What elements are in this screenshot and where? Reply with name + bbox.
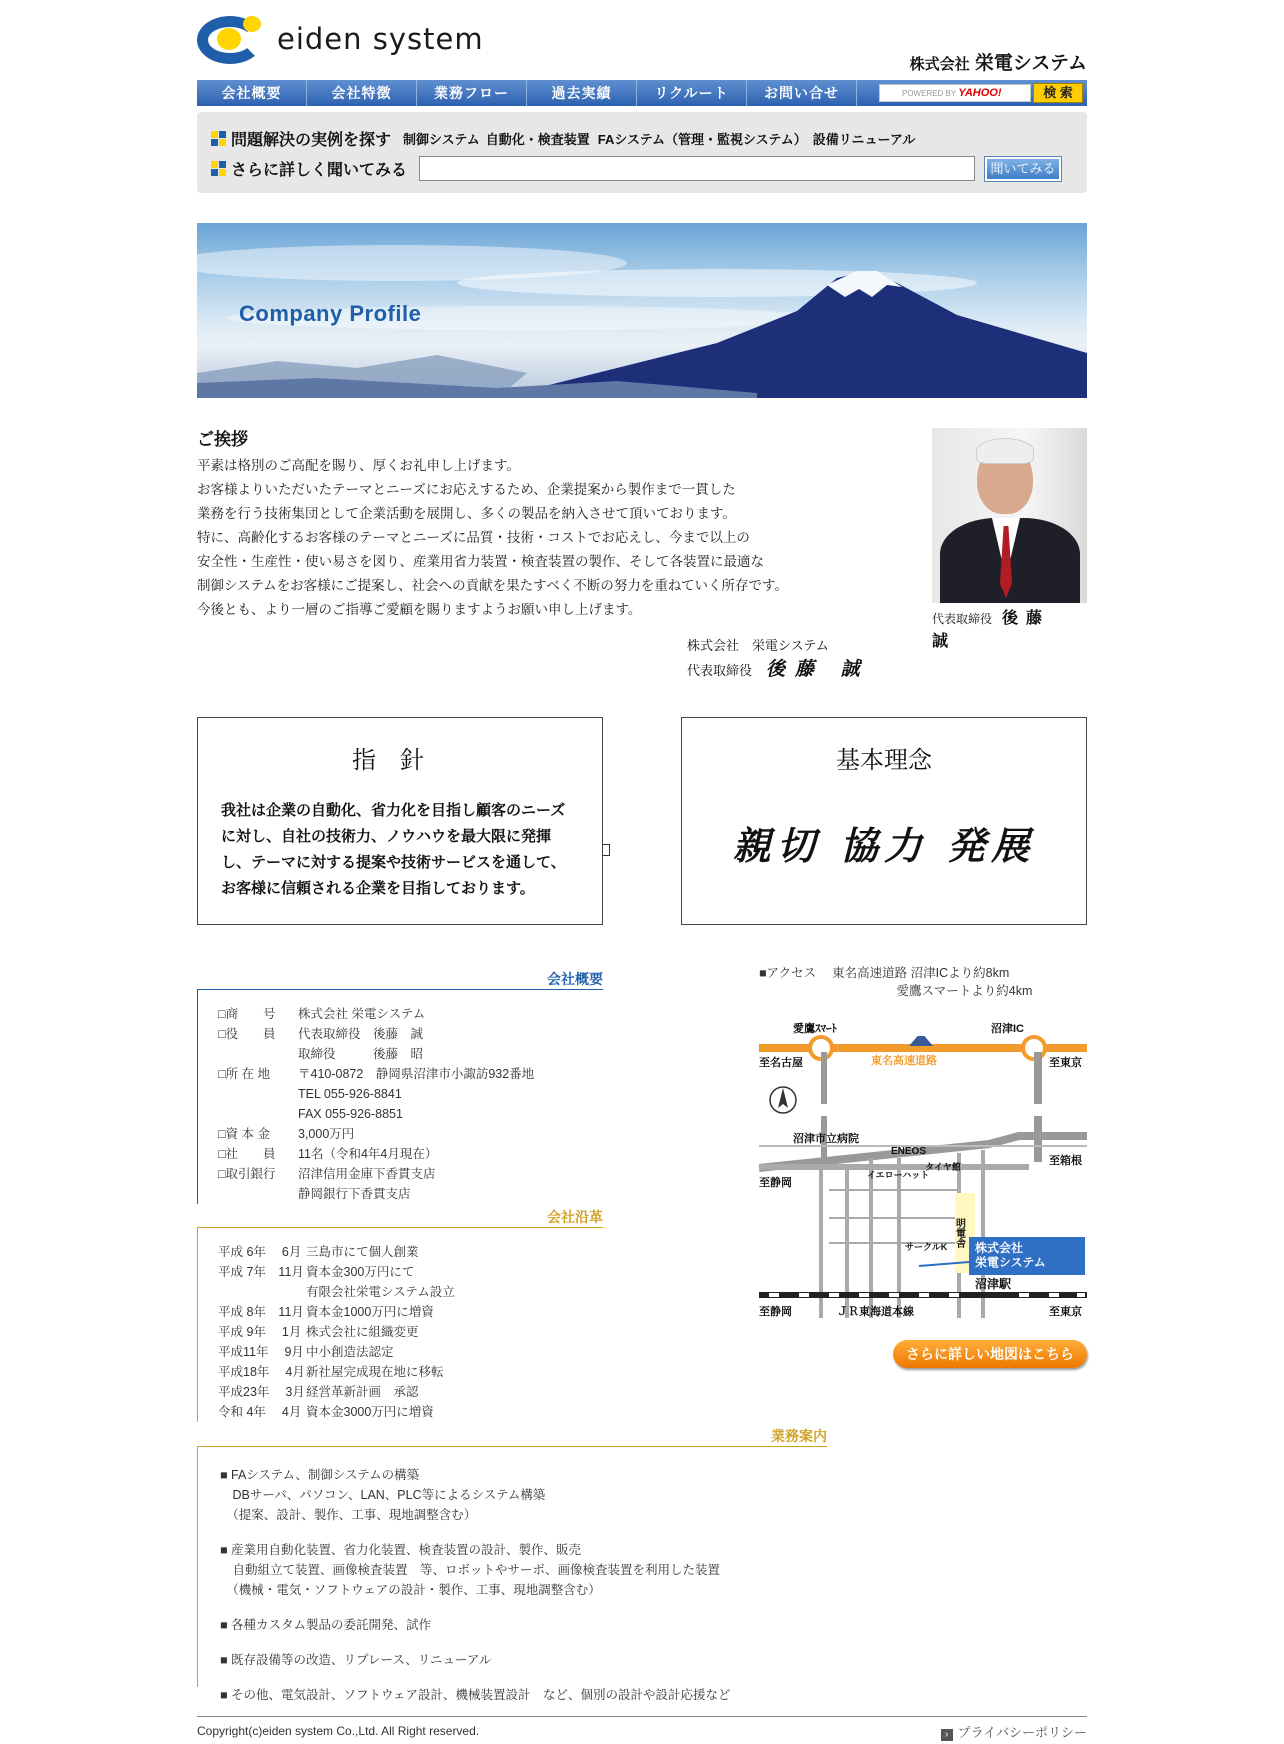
access-info: ■アクセス 東名高速道路 沼津ICより約8km 愛鷹スマートより約4km xyxy=(759,966,1033,998)
map-label: ENEOS xyxy=(891,1146,927,1157)
philosophy-box xyxy=(681,717,1087,925)
policy-title: 指針 xyxy=(352,746,448,774)
overview-row: 静岡銀行下香貫支店 xyxy=(298,1187,411,1201)
company-name: 株式会社 栄電システム xyxy=(909,53,1087,74)
banner-title: Company Profile xyxy=(239,301,422,326)
site-logo[interactable] xyxy=(197,14,484,64)
logo-text: eiden system xyxy=(277,22,484,56)
map-label: 至東京 xyxy=(1049,1306,1082,1318)
map-label: 至静岡 xyxy=(759,1306,792,1318)
map-label: 愛鷹ｽﾏｰﾄ xyxy=(793,1023,837,1035)
greeting-line: 制御システムをお客様にご提案し、社会への貢献を果たすべく不断の努力を重ねていく所存です。 xyxy=(197,578,788,594)
philosophy-title: 基本理念 xyxy=(836,746,932,774)
overview-row: □所 在 地 〒410-0872 静岡県沼津市小諏訪932番地 xyxy=(218,1067,535,1081)
global-nav xyxy=(197,80,1087,106)
business-list xyxy=(197,1447,827,1702)
greeting-line: 今後とも、より一層のご指導ご愛顧を賜りますようお願い申し上げます。 xyxy=(197,602,642,618)
map-label: 至箱根 xyxy=(1049,1155,1082,1167)
greeting-section xyxy=(197,425,897,622)
history-row: 平成11年 9月 中小創造法認定 xyxy=(218,1345,394,1359)
business-item: ■ 各種カスタム製品の委託開発、試作 xyxy=(220,1618,432,1632)
access-map[interactable] xyxy=(759,1018,1087,1328)
hero-banner xyxy=(197,223,1087,398)
map-label: 沼津IC xyxy=(991,1023,1024,1035)
bullet-icon xyxy=(211,131,227,147)
checkbox-control-system[interactable]: 制御システム xyxy=(403,129,480,148)
checkbox-fa-system[interactable]: FAシステム（管理・監視システム） xyxy=(598,129,807,148)
map-label: 東名高速道路 xyxy=(871,1055,937,1067)
overview-row: □社 員 11名（令和4年4月現在） xyxy=(218,1147,438,1161)
bullet-icon xyxy=(211,161,227,177)
history-row: 平成18年 4月 新社屋完成現在地に移転 xyxy=(218,1365,444,1379)
problem-category-row xyxy=(211,127,915,150)
problem-search-panel xyxy=(197,112,1087,193)
arrow-right-icon: › xyxy=(941,1729,953,1741)
history-row: 平成 6年 6月 三島市にて個人創業 xyxy=(218,1245,419,1259)
nav-item-features[interactable]: 会社特徴 xyxy=(307,80,417,106)
greeting-line: 平素は格別のご高配を賜り、厚くお礼申し上げます。 xyxy=(197,458,520,474)
business-item: ■ 産業用自動化装置、省力化装置、検査装置の設計、製作、販売 自動組立て装置、画像検査装置 等、ロボットやサーボ、画像検査装置を利用した装置 （機械・電気・ソフトウェアの設計・製作、工事、現地調整含む） xyxy=(220,1543,721,1597)
business-item: ■ その他、電気設計、ソフトウェア設計、機械装置設計 など、個別の設計や設計応援など xyxy=(220,1688,731,1702)
map-label: 沼津市立病院 xyxy=(793,1133,859,1145)
checkbox-renewal[interactable]: 設備リニューアル xyxy=(813,129,916,148)
overview-row: □資 本 金 3,000万円 xyxy=(218,1127,355,1141)
business-heading: 業務案内 xyxy=(771,1428,827,1444)
search-input[interactable]: POWERED BY YAHOO! xyxy=(879,84,1031,102)
history-row: 令和 4年 4月 資本金3000万円に増資 xyxy=(218,1405,434,1419)
map-label: イエローハット xyxy=(867,1170,930,1180)
greeting-line: 安全性・生産性・使い易さを図り、産業用省力装置・検査装置の製作、そして各装置に最適な xyxy=(197,554,764,570)
policy-text: 我社は企業の自動化、省力化を目指し顧客のニーズに対し、自社の技術力、ノウハウを最大限に発揮し、テーマに対する提案や技術サービスを通して、お客様に信頼される企業を目指しております。 xyxy=(221,801,566,897)
privacy-link[interactable]: › プライバシーポリシー xyxy=(941,1722,1087,1741)
nav-item-overview[interactable]: 会社概要 xyxy=(197,80,307,106)
greeting-line: 業務を行う技術集団として企業活動を展開し、多くの製品を納入させて頂いております。 xyxy=(197,506,736,522)
map-label: 至名古屋 xyxy=(759,1057,803,1069)
ask-row xyxy=(211,156,1061,181)
detailed-map-button[interactable]: さらに詳しい地図はこちら xyxy=(893,1340,1087,1368)
overview-row: □取引銀行 沼津信用金庫下香貫支店 xyxy=(218,1167,436,1181)
page xyxy=(197,0,1087,1740)
copyright: Copyright(c)eiden system Co.,Ltd. All Right reserved. xyxy=(197,1724,480,1738)
overview-row: □商 号 株式会社 栄電システム xyxy=(218,1007,426,1021)
map-label: ＪＲ東海道本線 xyxy=(837,1306,914,1318)
greeting-line: 特に、高齢化するお客様のテーマとニーズに品質・技術・コストでお応えし、今まで以上の xyxy=(197,530,750,546)
business-item: ■ FAシステム、制御システムの構築 DBサーバ、パソコン、LAN、PLC等によるシステム構築 （提案、設計、製作、工事、現地調整含む） xyxy=(220,1468,546,1522)
overview-row: FAX 055-926-8851 xyxy=(298,1107,403,1121)
overview-row: □役 員 代表取締役 後藤 誠 xyxy=(218,1027,424,1041)
history-row: 平成 7年 11月 資本金300万円にて xyxy=(218,1265,415,1279)
map-label: サークルK xyxy=(905,1242,948,1252)
overview-heading: 会社概要 xyxy=(547,971,603,987)
ask-input[interactable] xyxy=(419,156,975,181)
overview-row: 取締役 後藤 昭 xyxy=(298,1047,424,1061)
overview-row: TEL 055-926-8841 xyxy=(298,1087,402,1101)
history-row: 平成 9年 1月 株式会社に組織変更 xyxy=(218,1325,419,1339)
greeting-title: ご挨拶 xyxy=(197,430,248,450)
logo-mark-icon xyxy=(197,14,265,64)
policy-box xyxy=(197,717,603,925)
nav-item-contact[interactable]: お問い合せ xyxy=(747,80,857,106)
greeting-line: お客様よりいただいたテーマとニーズにお応えするため、企業提案から製作まで一貫した xyxy=(197,482,736,498)
ask-button[interactable]: 聞いてみる xyxy=(985,157,1061,181)
president-photo xyxy=(932,428,1087,603)
footer xyxy=(197,1716,1087,1740)
ask-label: さらに詳しく聞いてみる xyxy=(231,162,408,179)
history-row: 平成23年 3月 経営革新計画 承認 xyxy=(218,1385,419,1399)
map-label: 明電舎 xyxy=(953,1218,965,1248)
checkbox-automation[interactable]: 自動化・検査装置 xyxy=(486,129,590,148)
nav-item-workflow[interactable]: 業務フロー xyxy=(417,80,527,106)
signature-company: 株式会社 栄電システム xyxy=(687,639,829,654)
find-examples-label: 問題解決の実例を探す xyxy=(231,132,392,149)
nav-item-recruit[interactable]: リクルート xyxy=(637,80,747,106)
signature-name: 後藤 誠 xyxy=(766,658,870,680)
signature-role: 代表取締役 xyxy=(687,664,753,679)
overview-table xyxy=(197,990,603,1204)
map-label: 至静岡 xyxy=(759,1177,792,1189)
history-table xyxy=(197,1228,603,1422)
history-row: 有限会社栄電システム設立 xyxy=(306,1285,455,1299)
history-heading: 会社沿革 xyxy=(547,1209,603,1225)
map-label: 至東京 xyxy=(1049,1057,1082,1069)
history-row: 平成 8年 11月 資本金1000万円に増資 xyxy=(218,1305,434,1319)
greeting-signature xyxy=(687,636,870,683)
map-label: 沼津駅 xyxy=(975,1277,1012,1291)
philosophy-motto: 親切 協力 発展 xyxy=(732,823,1036,868)
nav-item-results[interactable]: 過去実績 xyxy=(527,80,637,106)
search-button[interactable]: 検 索 xyxy=(1033,83,1083,103)
map-company-label: 株式会社栄電システム xyxy=(975,1241,1046,1270)
business-item: ■ 既存設備等の改造、リプレース、リニューアル xyxy=(220,1653,492,1667)
site-search xyxy=(879,83,1087,103)
map-label: タイヤ館 xyxy=(925,1162,961,1172)
header xyxy=(197,0,1087,80)
photo-caption: 代表取締役 後藤 誠 xyxy=(932,608,1051,650)
